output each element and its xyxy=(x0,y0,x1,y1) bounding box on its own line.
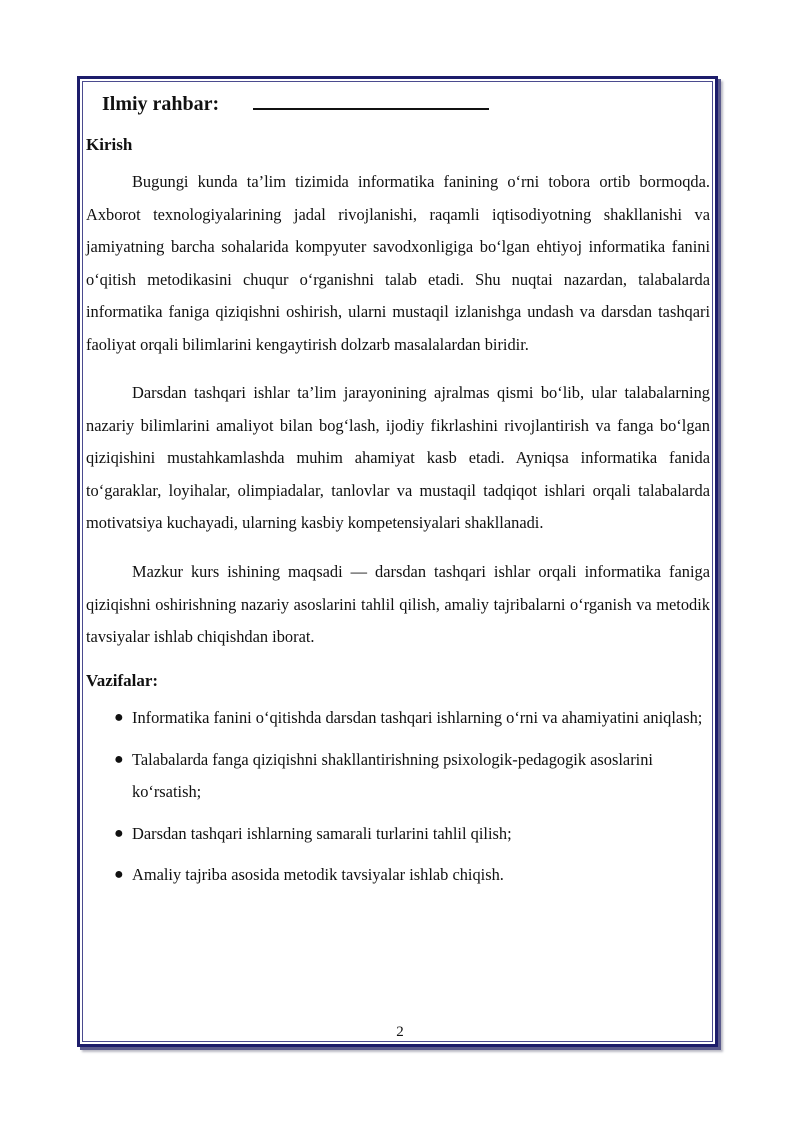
intro-paragraph-1: Bugungi kunda ta’lim tizimida informatika fanining o‘rni tobora ortib bormoqda. Axborot texnologiyalarining jadal rivojlanishi, raqamli iqtisodiyotning shakllanishi va jamiyatning barcha sohalarida kompyuter savodxonligiga bo‘lgan ehtiyoj informatika fanini o‘qitish metodikasini chuqur o‘rganishni talab etadi. Shu nuqtai nazardan, talabalarda informatika faniga qiziqishni oshirish, ularni mustaqil izlanishga undash va darsdan tashqari faoliyat orqali bilimlarini kengaytirish dolzarb masalalardan biridir. xyxy=(86,172,710,354)
bullet-icon: ● xyxy=(114,824,124,842)
supervisor-signature-line xyxy=(253,107,489,110)
page-number: 2 xyxy=(396,1024,404,1040)
bullet-icon: ● xyxy=(114,709,124,727)
task-text: Talabalarda fanga qiziqishni shakllantirishning psixologik-pedagogik asoslarini ko‘rsatish; xyxy=(132,749,653,802)
tasks-heading: Vazifalar: xyxy=(86,671,159,691)
bullet-icon: ● xyxy=(114,866,124,884)
intro-paragraph-2: Darsdan tashqari ishlar ta’lim jarayonining ajralmas qismi bo‘lib, ular talabalarning nazariy bilimlarini amaliyot bilan bog‘lash, ijodiy fikrlashini rivojlantirish va fanga bo‘lgan qiziqishini mustahkamlashda muhim ahamiyat kasb etadi. Ayniqsa informatika fanida to‘garaklar, loyihalar, olimpiadalar, tanlovlar va mustaqil tadqiqot ishlari orqali talabalarda motivatsiya kuchayadi, ularning kasbiy kompetensiyalari shakllanadi. xyxy=(86,383,710,533)
list-item xyxy=(86,744,710,809)
list-item xyxy=(86,702,710,735)
list-item xyxy=(86,818,710,851)
intro-paragraph-3: Mazkur kurs ishining maqsadi — darsdan tashqari ishlar orqali informatika faniga qiziqishni oshirishning nazariy asoslarini tahlil qilish, amaliy tajribalarni o‘rganish va metodik tavsiyalar ishlab chiqishdan iborat. xyxy=(86,562,710,647)
task-text: Darsdan tashqari ishlarning samarali turlarini tahlil qilish; xyxy=(132,823,512,843)
bullet-icon: ● xyxy=(114,750,124,768)
task-text: Informatika fanini o‘qitishda darsdan tashqari ishlarning o‘rni va ahamiyatini aniqlash; xyxy=(132,708,703,728)
supervisor-row xyxy=(102,86,710,116)
document-content xyxy=(86,86,710,901)
list-item xyxy=(86,859,710,892)
tasks-list xyxy=(86,702,710,892)
task-text: Amaliy tajriba asosida metodik tavsiyalar ishlab chiqish. xyxy=(132,865,504,885)
supervisor-label: Ilmiy rahbar: xyxy=(102,93,220,115)
intro-heading: Kirish xyxy=(86,135,133,154)
